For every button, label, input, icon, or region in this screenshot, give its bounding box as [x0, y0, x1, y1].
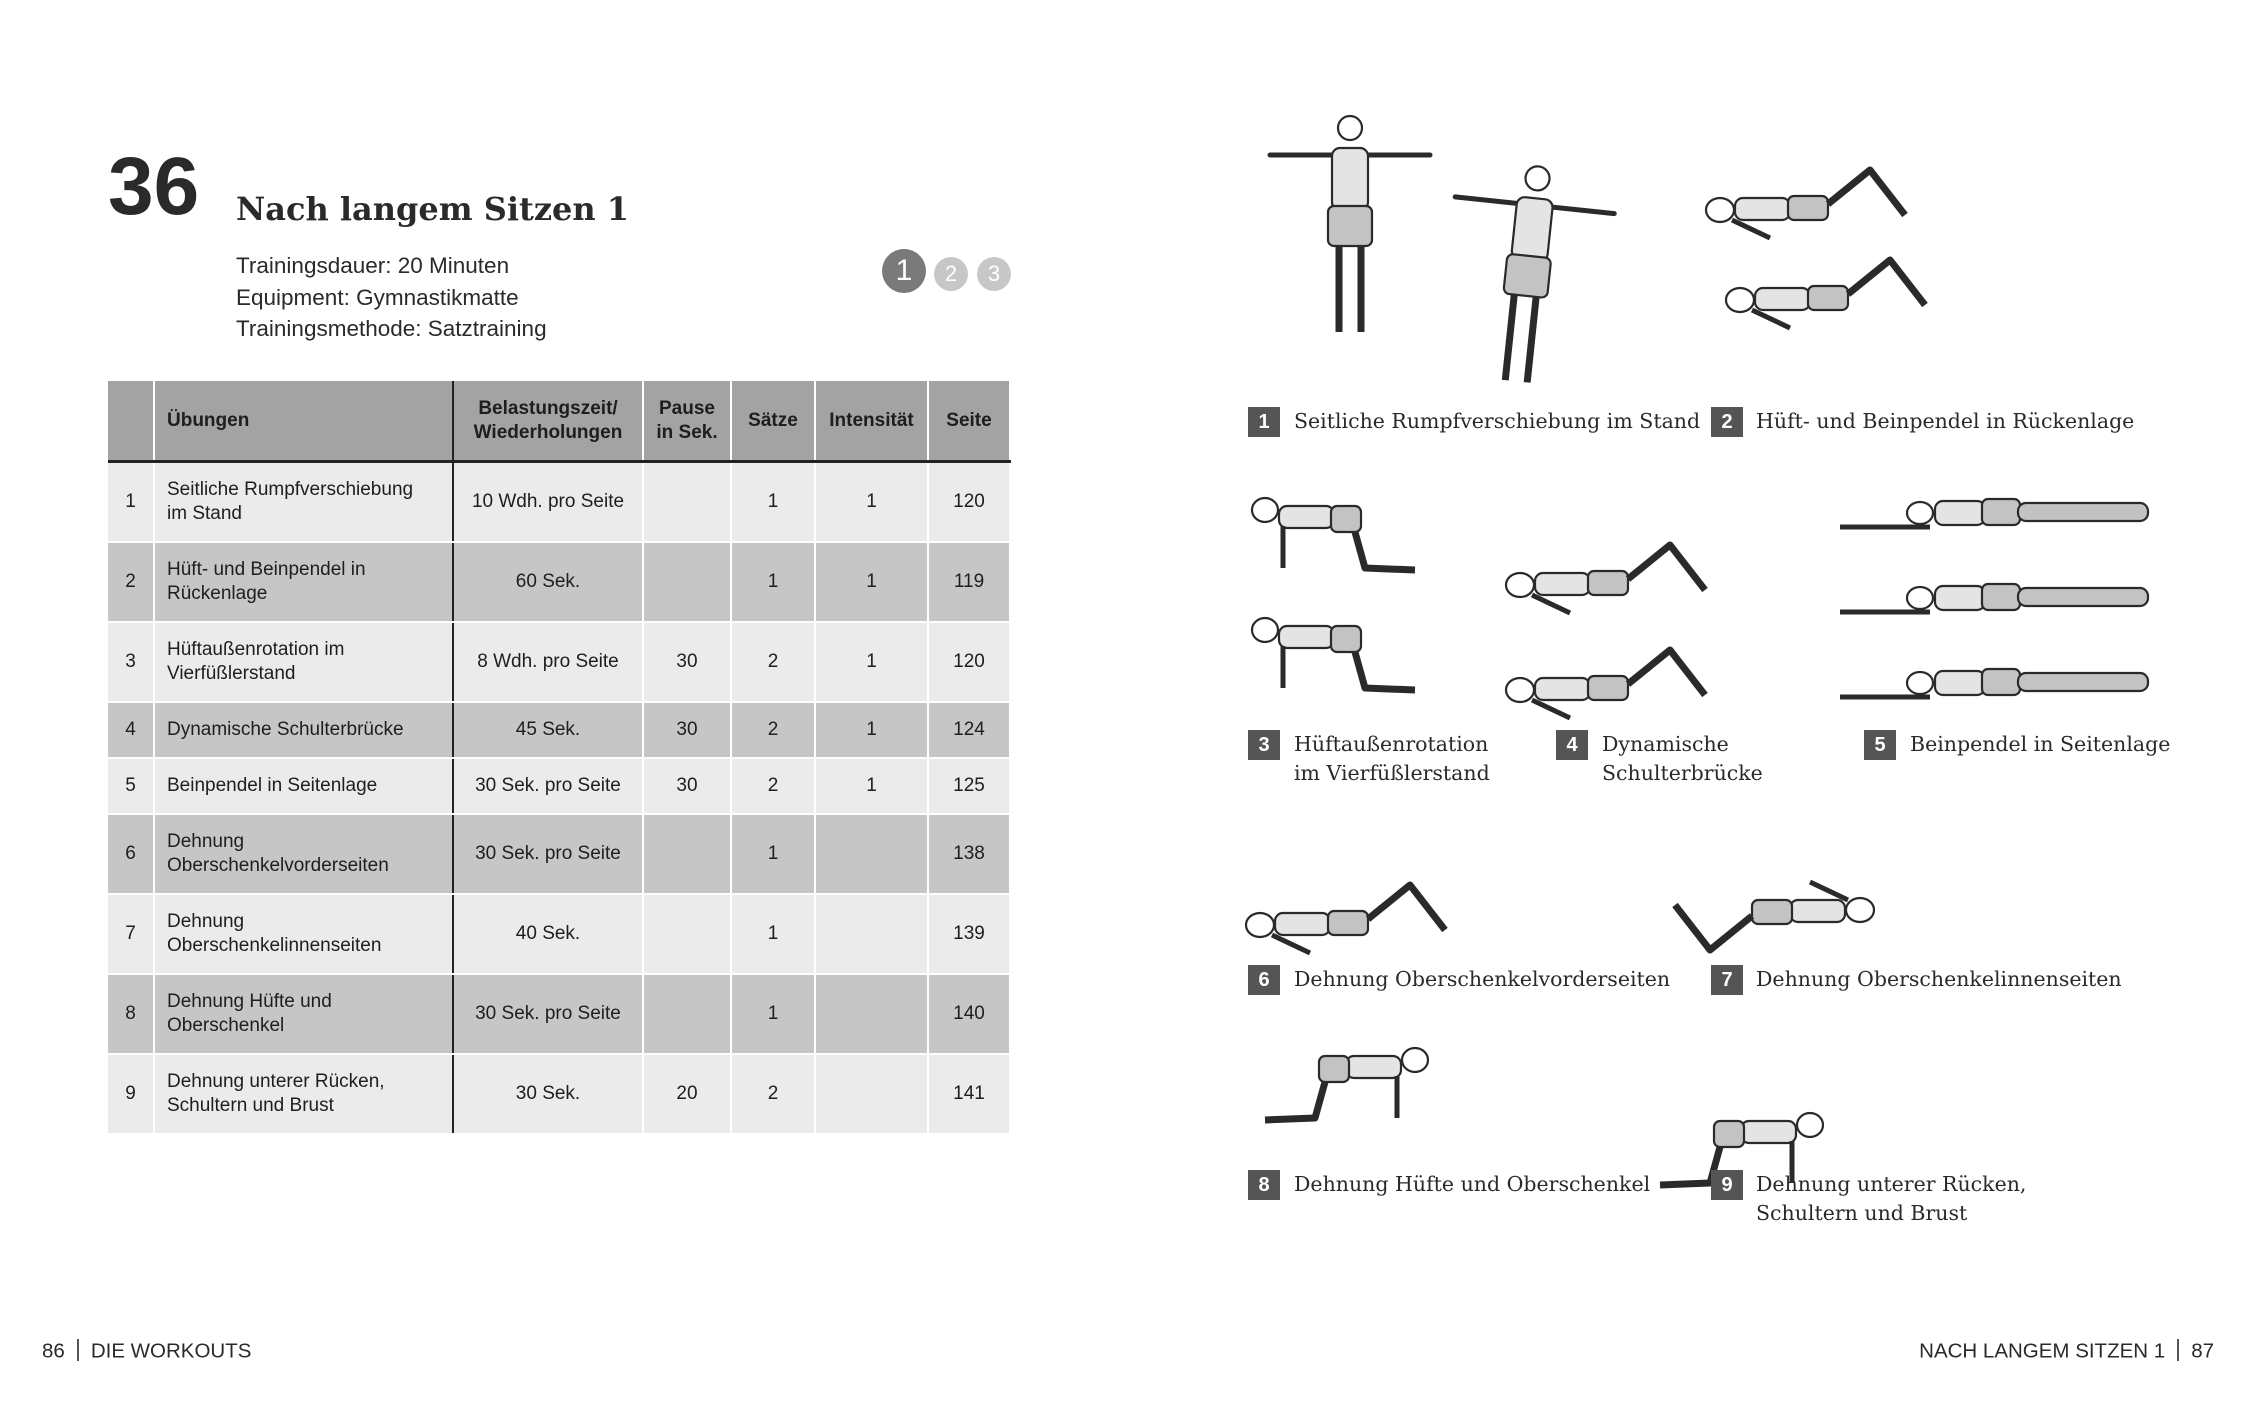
row-saetze: 2 [731, 758, 815, 814]
row-saetze: 2 [731, 702, 815, 758]
col-seite-header: Seite [928, 381, 1010, 462]
figure-2-badge: 2 [1711, 407, 1743, 437]
table-row [108, 622, 1010, 702]
row-saetze: 1 [731, 462, 815, 543]
row-intensitaet: 1 [815, 702, 928, 758]
footer-right [1919, 1341, 2214, 1363]
row-nr: 8 [108, 974, 154, 1054]
workout-title: Nach langem Sitzen 1 [236, 190, 630, 228]
row-pause [643, 974, 731, 1054]
col-saetze-header: Sätze [731, 381, 815, 462]
footer-divider [2177, 1339, 2179, 1361]
footer-divider [77, 1339, 79, 1361]
footer-left [42, 1341, 251, 1363]
row-exercise [154, 814, 453, 894]
row-exercise-line1: Seitliche Rumpfverschiebung [167, 479, 414, 501]
figure-9-badge: 9 [1711, 1170, 1743, 1200]
row-intensitaet: 1 [815, 758, 928, 814]
row-seite: 141 [928, 1054, 1010, 1134]
row-seite: 140 [928, 974, 1010, 1054]
figure-6-badge: 6 [1248, 965, 1280, 995]
row-exercise-line2: Schultern und Brust [167, 1095, 334, 1116]
row-seite: 120 [928, 622, 1010, 702]
table-row [108, 814, 1010, 894]
figure-6-caption: Dehnung Oberschenkelvorderseiten [1294, 967, 1671, 991]
figure-4-caption-line2: Schulterbrücke [1602, 761, 1763, 785]
row-seite: 125 [928, 758, 1010, 814]
row-belastung: 30 Sek. pro Seite [453, 758, 643, 814]
col-belastung-line1: Belastungszeit/ [478, 397, 618, 419]
exercise-table [108, 381, 1011, 1135]
figure-3-caption-line2: im Vierfüßlerstand [1294, 761, 1490, 785]
figure-4-illustration [1506, 545, 1705, 718]
row-exercise [154, 462, 453, 543]
figure-2-illustration [1706, 170, 1925, 328]
right-section-title: NACH LANGEM SITZEN 1 [1919, 1339, 2166, 1363]
row-intensitaet: 1 [815, 622, 928, 702]
table-row [108, 462, 1010, 543]
row-nr: 3 [108, 622, 154, 702]
row-seite: 120 [928, 462, 1010, 543]
figure-9-caption [1756, 1170, 2026, 1228]
row-pause [643, 462, 731, 543]
row-exercise-line1: Dehnung Hüfte und [167, 991, 332, 1013]
row-belastung: 30 Sek. pro Seite [453, 814, 643, 894]
row-exercise [154, 974, 453, 1054]
row-pause: 20 [643, 1054, 731, 1134]
table-header-row [108, 381, 1010, 462]
row-saetze: 1 [731, 814, 815, 894]
col-pause-line2: in Sek. [656, 421, 718, 443]
exercise-illustrations [1240, 100, 2220, 1240]
row-intensitaet [815, 974, 928, 1054]
figure-9-caption-line1: Dehnung unterer Rücken, [1756, 1172, 2027, 1196]
row-intensitaet [815, 894, 928, 974]
row-exercise-line2: Oberschenkelvorderseiten [167, 855, 389, 876]
row-exercise-line1: Dehnung [167, 831, 245, 853]
row-saetze: 1 [731, 542, 815, 622]
row-exercise [154, 622, 453, 702]
table-row [108, 894, 1010, 974]
equipment: Equipment: Gymnastikmatte [236, 285, 519, 310]
row-nr: 9 [108, 1054, 154, 1134]
row-intensitaet: 1 [815, 462, 928, 543]
workout-number: 36 [108, 141, 200, 232]
row-exercise [154, 542, 453, 622]
figure-2-caption: Hüft- und Beinpendel in Rückenlage [1756, 409, 2135, 433]
right-page-number: 87 [2191, 1339, 2214, 1363]
figure-1-caption: Seitliche Rumpfverschiebung im Stand [1294, 409, 1701, 433]
row-pause: 30 [643, 702, 731, 758]
figure-3-caption-line1: Hüftaußenrotation [1294, 732, 1489, 756]
col-belastung-line2: Wiederholungen [473, 421, 623, 443]
table-row [108, 974, 1010, 1054]
row-nr: 7 [108, 894, 154, 974]
table-row [108, 1054, 1010, 1134]
row-saetze: 1 [731, 974, 815, 1054]
left-page-number: 86 [42, 1339, 65, 1363]
row-belastung: 45 Sek. [453, 702, 643, 758]
row-saetze: 1 [731, 894, 815, 974]
col-pause-header [643, 381, 731, 462]
figure-4-caption-line1: Dynamische [1602, 732, 1729, 756]
figure-7-badge: 7 [1711, 965, 1743, 995]
row-pause [643, 814, 731, 894]
row-exercise: Dynamische Schulterbrücke [154, 702, 453, 758]
row-exercise [154, 894, 453, 974]
col-pause-line1: Pause [659, 397, 715, 419]
table-row [108, 542, 1010, 622]
figure-1-illustration [1270, 116, 1618, 390]
figure-8-badge: 8 [1248, 1170, 1280, 1200]
figure-6-illustration [1246, 885, 1445, 953]
figure-3-caption [1294, 730, 1490, 788]
figure-8-illustration [1265, 1048, 1428, 1120]
row-nr: 5 [108, 758, 154, 814]
row-nr: 2 [108, 542, 154, 622]
table-row [108, 702, 1010, 758]
row-exercise: Beinpendel in Seitenlage [154, 758, 453, 814]
figure-4-badge: 4 [1556, 730, 1588, 760]
figure-8-caption: Dehnung Hüfte und Oberschenkel [1294, 1172, 1651, 1196]
figure-7-caption: Dehnung Oberschenkelinnenseiten [1756, 967, 2122, 991]
figure-5-badge: 5 [1864, 730, 1896, 760]
row-belastung: 30 Sek. [453, 1054, 643, 1134]
level-1-indicator: 1 [882, 249, 926, 293]
row-nr: 6 [108, 814, 154, 894]
row-exercise [154, 1054, 453, 1134]
row-seite: 124 [928, 702, 1010, 758]
row-exercise-line1: Hüft- und Beinpendel in [167, 559, 366, 581]
row-seite: 119 [928, 542, 1010, 622]
col-uebungen-header: Übungen [154, 381, 453, 462]
row-saetze: 2 [731, 622, 815, 702]
row-exercise-line1: Dehnung [167, 911, 245, 933]
figure-7-illustration [1675, 882, 1874, 950]
row-belastung: 60 Sek. [453, 542, 643, 622]
row-belastung: 8 Wdh. pro Seite [453, 622, 643, 702]
row-belastung: 10 Wdh. pro Seite [453, 462, 643, 543]
level-3-indicator: 3 [977, 257, 1011, 291]
figure-5-illustration [1840, 499, 2148, 697]
level-2-indicator: 2 [934, 257, 968, 291]
row-pause [643, 542, 731, 622]
figure-9-caption-line2: Schultern und Brust [1756, 1201, 1968, 1225]
row-saetze: 2 [731, 1054, 815, 1134]
figure-1-badge: 1 [1248, 407, 1280, 437]
figure-3-badge: 3 [1248, 730, 1280, 760]
row-nr: 4 [108, 702, 154, 758]
row-intensitaet [815, 814, 928, 894]
row-exercise-line2: Vierfüßlerstand [167, 663, 296, 684]
row-belastung: 40 Sek. [453, 894, 643, 974]
row-intensitaet: 1 [815, 542, 928, 622]
row-exercise-line2: im Stand [167, 503, 242, 524]
figure-4-caption [1602, 730, 1763, 788]
row-nr: 1 [108, 462, 154, 543]
col-intensitaet-header: Intensität [815, 381, 928, 462]
row-exercise-line1: Hüftaußenrotation im [167, 639, 345, 661]
training-method: Trainingsmethode: Satztraining [236, 316, 547, 341]
col-nr-header [108, 381, 154, 462]
row-exercise-line2: Rückenlage [167, 583, 268, 604]
left-section-title: DIE WORKOUTS [90, 1339, 252, 1363]
table-row [108, 758, 1010, 814]
row-seite: 138 [928, 814, 1010, 894]
row-belastung: 30 Sek. pro Seite [453, 974, 643, 1054]
row-pause: 30 [643, 622, 731, 702]
row-seite: 139 [928, 894, 1010, 974]
row-intensitaet [815, 1054, 928, 1134]
row-exercise-line2: Oberschenkelinnenseiten [167, 935, 382, 956]
figure-5-caption: Beinpendel in Seitenlage [1910, 732, 2171, 756]
col-belastung-header [453, 381, 643, 462]
row-pause: 30 [643, 758, 731, 814]
figure-3-illustration [1252, 498, 1415, 690]
row-pause [643, 894, 731, 974]
row-exercise-line1: Dehnung unterer Rücken, [167, 1071, 385, 1093]
row-exercise-line2: Oberschenkel [167, 1015, 285, 1036]
training-duration: Trainingsdauer: 20 Minuten [236, 253, 510, 278]
